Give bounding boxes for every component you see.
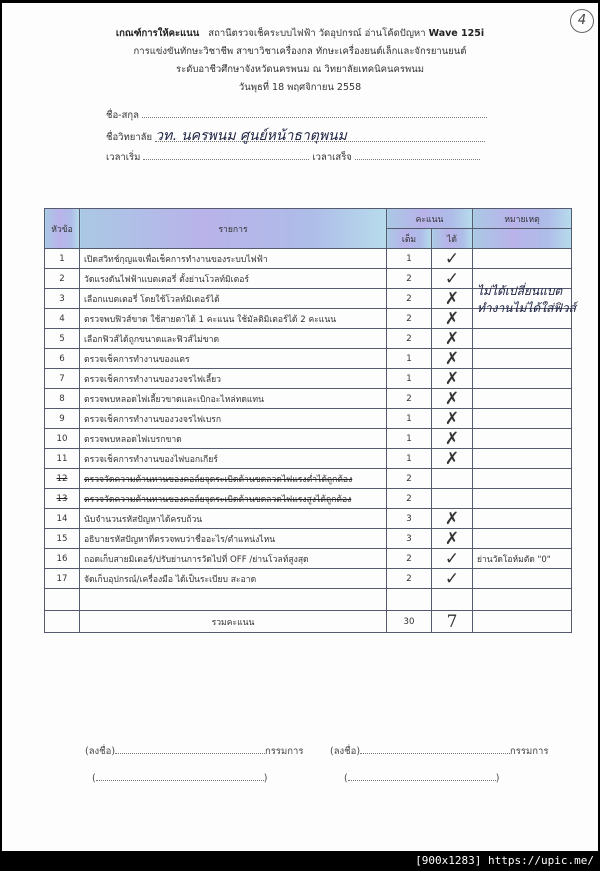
row-full-score: 1 — [387, 409, 432, 429]
cross-mark-icon: ✗ — [432, 429, 473, 449]
cross-mark-icon: ✗ — [432, 449, 473, 469]
table-row — [45, 449, 572, 469]
row-item: ถอดเก็บสายมิเตอร์/ปรับย่านการวัดไปที่ OFF /ย่านโวลท์สูงสุด — [80, 549, 387, 569]
row-item: ตรวจวัดความต้านทานของคอล์ยจุดระเบิดด้านขดลวดไฟแรงต่ำได้ถูกต้อง — [80, 469, 387, 489]
paren-open: ( — [344, 773, 348, 784]
row-item: ตรวจพบหลอดไฟเบรกขาด — [80, 429, 387, 449]
row-full-score: 2 — [387, 269, 432, 289]
row-item: อธิบายรหัสปัญหาที่ตรวจพบว่าชื่ออะไร/ตำแหน่งไหน — [80, 529, 387, 549]
row-note — [473, 429, 572, 449]
row-number: 16 — [45, 549, 80, 569]
document-header — [2, 25, 598, 97]
blank-cell — [473, 589, 572, 611]
row-note — [473, 329, 572, 349]
table-row — [45, 549, 572, 569]
row-item: ตรวจพบฟิวส์ขาด ใช้สายตาได้ 1 คะแนน ใช้มัลติมิเตอร์ได้ 2 คะแนน — [80, 309, 387, 329]
printed-name-field-2[interactable] — [348, 770, 496, 781]
role-label: กรรมการ — [510, 746, 549, 757]
paren-open: ( — [92, 773, 96, 784]
total-label: รวมคะแนน — [80, 611, 387, 633]
row-item: ตรวจเช็คการทำงานของวงจรไฟเบรก — [80, 409, 387, 429]
row-full-score: 2 — [387, 469, 432, 489]
name-label: ชื่อ-สกุล — [106, 110, 139, 121]
check-mark-icon: ✓ — [432, 549, 473, 569]
printed-name-line-2 — [344, 770, 499, 784]
paren-close: ) — [263, 773, 268, 784]
blank-cell — [80, 589, 387, 611]
document-title — [2, 25, 598, 43]
row-full-score: 1 — [387, 449, 432, 469]
total-got-score: 7 — [432, 611, 473, 633]
header-topic: หัวข้อ — [45, 209, 80, 249]
row-full-score: 1 — [387, 429, 432, 449]
header-got: ได้ — [432, 229, 473, 249]
score-sheet-page — [2, 3, 598, 851]
row-full-score: 2 — [387, 389, 432, 409]
sign-label: (ลงชื่อ) — [330, 746, 361, 757]
row-number: 8 — [45, 389, 80, 409]
row-item: วัดแรงดันไฟฟ้าแบตเตอรี่ ตั้งย่านโวลท์มิเตอร์ — [80, 269, 387, 289]
row-full-score: 2 — [387, 309, 432, 329]
row-number: 10 — [45, 429, 80, 449]
table-row — [45, 349, 572, 369]
row-number: 12 — [45, 469, 80, 489]
row-item: ตรวจเช็คการทำงานของแตร — [80, 349, 387, 369]
score-table — [44, 208, 572, 633]
row-number: 15 — [45, 529, 80, 549]
college-label: ชื่อวิทยาลัย — [106, 132, 153, 143]
row-number: 3 — [45, 289, 80, 309]
end-time-label: เวลาเสร็จ — [312, 152, 352, 163]
row-got-score — [432, 469, 473, 489]
title-bold: เกณฑ์การให้คะแนน — [115, 28, 200, 39]
row-number: 5 — [45, 329, 80, 349]
level-venue-line: ระดับอาชีวศึกษาจังหวัดนครพนม ณ วิทยาลัยเทคนิคนครพนม — [176, 64, 424, 75]
college-field — [106, 125, 485, 145]
title-model: Wave 125i — [428, 28, 485, 39]
blank-cell — [432, 589, 473, 611]
sign-label: (ลงชื่อ) — [85, 746, 116, 757]
cross-mark-icon: ✗ — [432, 389, 473, 409]
image-host-watermark: [900x1283] https://upic.me/ — [415, 854, 594, 867]
table-row — [45, 509, 572, 529]
row-full-score: 1 — [387, 249, 432, 269]
table-row-blank — [45, 589, 572, 611]
row-number: 2 — [45, 269, 80, 289]
check-mark-icon: ✓ — [432, 269, 473, 289]
row-note — [473, 349, 572, 369]
signature-field-2[interactable] — [360, 743, 510, 754]
table-row — [45, 389, 572, 409]
row-full-score: 2 — [387, 329, 432, 349]
row-full-score: 3 — [387, 529, 432, 549]
table-row — [45, 249, 572, 269]
role-label: กรรมการ — [265, 746, 304, 757]
row-number: 14 — [45, 509, 80, 529]
row-note — [473, 249, 572, 269]
row-note — [473, 569, 572, 589]
blank-cell — [45, 611, 80, 633]
cross-mark-icon: ✗ — [432, 309, 473, 329]
row-item: ตรวจวัดความต้านทานของคอล์ยจุดระเบิดด้านขดลวดไฟแรงสูงได้ถูกต้อง — [80, 489, 387, 509]
signature-line-1 — [85, 743, 303, 759]
row-full-score: 2 — [387, 489, 432, 509]
college-value[interactable]: วท. นครพนม ศูนย์หน้าธาตุพนม — [155, 125, 485, 142]
table-row — [45, 529, 572, 549]
row-note — [473, 449, 572, 469]
table-row — [45, 369, 572, 389]
table-row — [45, 569, 572, 589]
row-number: 6 — [45, 349, 80, 369]
cross-mark-icon: ✗ — [432, 509, 473, 529]
row-number: 13 — [45, 489, 80, 509]
header-score: คะแนน — [387, 209, 473, 229]
blank-cell — [387, 589, 432, 611]
cross-mark-icon: ✗ — [432, 329, 473, 349]
cross-mark-icon: ✗ — [432, 349, 473, 369]
table-row — [45, 429, 572, 449]
table-row-struck — [45, 469, 572, 489]
row-full-score: 3 — [387, 509, 432, 529]
title-station: สถานีตรวจเช็คระบบไฟฟ้า วัดอุปกรณ์ อ่านโค้ดปัญหา — [208, 28, 426, 39]
blank-cell — [473, 611, 572, 633]
table-row — [45, 329, 572, 349]
header-item: รายการ — [80, 209, 387, 249]
row-note — [473, 389, 572, 409]
check-mark-icon: ✓ — [432, 569, 473, 589]
cross-mark-icon: ✗ — [432, 529, 473, 549]
time-fields — [106, 149, 480, 165]
signature-line-2 — [330, 743, 548, 759]
end-time-value[interactable] — [355, 149, 480, 160]
competition-line: การแข่งขันทักษะวิชาชีพ สาขาวิชาเครื่องกล ทักษะเครื่องยนต์เล็กและจักรยานยนต์ — [133, 46, 467, 57]
total-row — [45, 611, 572, 633]
row-item: เปิดสวิทช์กุญแจเพื่อเช็คการทำงานของระบบไฟฟ้า — [80, 249, 387, 269]
cross-mark-icon: ✗ — [432, 289, 473, 309]
printed-name-line-1 — [92, 770, 267, 784]
row-number: 7 — [45, 369, 80, 389]
table-row — [45, 409, 572, 429]
row-item: เลือกแบตเตอรี่ โดยใช้โวลท์มิเตอร์ได้ — [80, 289, 387, 309]
row-item: ตรวจเช็คการทำงานของวงจรไฟเลี้ยว — [80, 369, 387, 389]
name-value[interactable] — [142, 107, 487, 118]
row-note — [473, 469, 572, 489]
row-note — [473, 489, 572, 509]
row-note — [473, 409, 572, 429]
row-number: 4 — [45, 309, 80, 329]
row-full-score: 1 — [387, 349, 432, 369]
row-note: ย่านวัดโอห์มตัด "0" — [473, 549, 572, 569]
handwritten-remark: ไม่ได้เปลี่ยนแบต ทำงานไม่ได้ใส่ฟิวส์ — [477, 284, 576, 315]
row-note — [473, 369, 572, 389]
header-full: เต็ม — [387, 229, 432, 249]
date-line: วันพุธที่ 18 พฤศจิกายน 2558 — [238, 82, 362, 93]
row-item: เลือกฟิวส์ได้ถูกขนาดและฟิวส์ไม่ขาด — [80, 329, 387, 349]
row-item: จัดเก็บอุปกรณ์/เครื่องมือ ได้เป็นระเบียบ สะอาด — [80, 569, 387, 589]
row-full-score: 1 — [387, 369, 432, 389]
check-mark-icon: ✓ — [432, 249, 473, 269]
cross-mark-icon: ✗ — [432, 369, 473, 389]
paren-close: ) — [495, 773, 500, 784]
header-note-blank — [473, 229, 572, 249]
row-full-score: 2 — [387, 289, 432, 309]
table-row-struck — [45, 489, 572, 509]
row-item: นับจำนวนรหัสปัญหาได้ครบถ้วน — [80, 509, 387, 529]
row-number: 1 — [45, 249, 80, 269]
start-time-label: เวลาเริ่ม — [106, 152, 141, 163]
total-full-score: 30 — [387, 611, 432, 633]
row-number: 17 — [45, 569, 80, 589]
signature-field-1[interactable] — [115, 743, 265, 754]
row-item: ตรวจพบหลอดไฟเลี้ยวขาดและเบิกอะไหล่ทดแทน — [80, 389, 387, 409]
row-item: ตรวจเช็คการทำงานของไฟบอกเกียร์ — [80, 449, 387, 469]
header-note: หมายเหตุ — [473, 209, 572, 229]
cross-mark-icon: ✗ — [432, 409, 473, 429]
blank-cell — [45, 589, 80, 611]
start-time-value[interactable] — [143, 149, 309, 160]
row-full-score: 2 — [387, 549, 432, 569]
row-number: 9 — [45, 409, 80, 429]
row-full-score: 2 — [387, 569, 432, 589]
printed-name-field-1[interactable] — [96, 770, 264, 781]
page-number-circle: 4 — [570, 9, 594, 33]
row-note — [473, 509, 572, 529]
name-field — [106, 107, 487, 123]
row-number: 11 — [45, 449, 80, 469]
row-got-score — [432, 489, 473, 509]
row-note — [473, 529, 572, 549]
